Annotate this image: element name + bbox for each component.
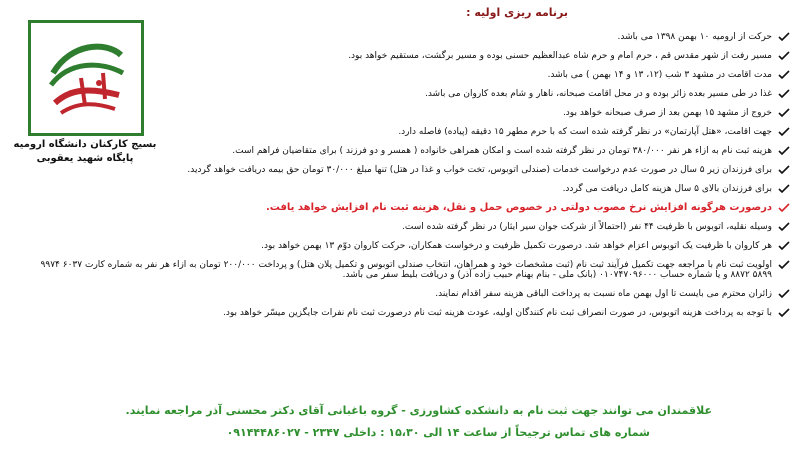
checkmark-icon <box>778 108 790 118</box>
page-title: برنامه ریزی اولیه : <box>466 6 568 19</box>
logo-caption-line2: پایگاه شهید یعقوبی <box>36 153 134 164</box>
list-item <box>30 51 790 61</box>
checkmark-icon <box>778 89 790 99</box>
list-item <box>30 222 790 232</box>
list-item-text: مسیر رفت از شهر مقدس قم ، حرم امام و حرم شاه عبدالعظیم حسنی بوده و مسیر برگشت، مستقیم خواهد بود. <box>348 51 772 61</box>
list-item-text: جهت اقامت، «هتل آپارتمان» در نظر گرفته شده است که با حرم مطهر ۱۵ دقیقه (پیاده) فاصله دارد. <box>398 127 772 137</box>
list-item-text: اولویت ثبت نام با مراجعه جهت تکمیل فرآیند ثبت نام (ثبت مشخصات خود و همراهان، انتخاب صندلی اتوبوس و تکمیل پلان هتل) و پرداخت ۲۰۰/۰۰۰ تومان به ازاء هر نفر به شماره کارت ۶۰۳۷ ۹۹۷۴ ۵۸۹۹ ۸۸۷۲ و یا شماره حساب ۰۱۰۷۴۷۰۹۶۰۰۰ (بانک ملی - بنام بهنام حبیب زاده آذر) و دریافت بلیط سفر می باشد. <box>40 260 772 280</box>
list-item <box>30 241 790 251</box>
checkmark-icon <box>778 32 790 42</box>
checkmark-icon <box>778 203 790 213</box>
list-item-text: درصورت هرگونه افزایش نرخ مصوب دولتی در خصوص حمل و نقل، هزینه ثبت نام افزایش خواهد یافت. <box>265 202 772 213</box>
checkmark-icon <box>778 308 790 318</box>
list-item-text: با توجه به پرداخت هزینه اتوبوس، در صورت انصراف ثبت نام کنندگان اولیه، عودت هزینه ثبت نام درصورت ثبت نام نفرات جایگزین میسّر خواهد بود. <box>223 308 772 318</box>
footer-registration-note: علاقمندان می توانند جهت ثبت نام به دانشکده کشاورزی - گروه باغبانی آقای دکتر محسنی آذر مراجعه نمایند. <box>125 404 712 417</box>
checkmark-icon <box>778 289 790 299</box>
list-item <box>30 89 790 99</box>
list-item-text: وسیله نقلیه، اتوبوس با ظرفیت ۴۴ نفر (احتمالاً از شرکت جوان سیر ایثار) در نظر گرفته شده است. <box>402 222 772 232</box>
list-item <box>30 146 790 156</box>
list-item-warning <box>30 203 790 213</box>
list-item-text: هزینه ثبت نام به ازاء هر نفر ۳۸۰/۰۰۰ تومان در نظر گرفته شده است و امکان همراهی خانواده ( همسر و دو فرزند ) برای متقاضیان فراهم است. <box>232 146 772 156</box>
list-item-text: زائران محترم می بایست تا اول بهمن ماه نسبت به پرداخت الباقی هزینه سفر اقدام نمایند. <box>435 289 772 299</box>
logo-caption-line1: بسیج کارکنان دانشگاه ارومیه <box>13 139 157 150</box>
checkmark-icon <box>778 146 790 156</box>
list-item-text: مدت اقامت در مشهد ۳ شب (۱۲، ۱۳ و ۱۴ بهمن ) می باشد. <box>547 70 772 80</box>
list-item-text: برای فرزندان بالای ۵ سال هزینه کامل دریافت می گردد. <box>562 184 772 194</box>
list-item <box>30 70 790 80</box>
program-list <box>30 32 790 327</box>
list-item-text: هر کاروان با ظرفیت یک اتوبوس اعزام خواهد شد. درصورت تکمیل ظرفیت و درخواست همکاران، حرکت کاروان دوّم ۱۳ بهمن خواهد بود. <box>261 241 772 251</box>
checkmark-icon <box>778 260 790 270</box>
checkmark-icon <box>778 241 790 251</box>
list-item-text: غذا در طی مسیر بعده زائر بوده و در محل اقامت صبحانه، ناهار و شام بعده کاروان می باشد. <box>424 89 772 99</box>
checkmark-icon <box>778 184 790 194</box>
list-item <box>30 308 790 318</box>
checkmark-icon <box>778 127 790 137</box>
list-item-text: برای فرزندان زیر ۵ سال در صورت عدم درخواست خدمات (صندلی اتوبوس، تخت خواب و غذا در هتل) تنها مبلغ ۳۰/۰۰۰ تومان حق بیمه دریافت خواهد گردید. <box>187 165 772 175</box>
checkmark-icon <box>778 70 790 80</box>
list-item <box>30 108 790 118</box>
checkmark-icon <box>778 222 790 232</box>
list-item <box>30 260 790 280</box>
list-item <box>30 184 790 194</box>
checkmark-icon <box>778 51 790 61</box>
list-item-text: خروج از مشهد ۱۵ بهمن بعد از صرف صبحانه خواهد بود. <box>562 108 772 118</box>
list-item <box>30 289 790 299</box>
list-item <box>30 165 790 175</box>
checkmark-icon <box>778 165 790 175</box>
list-item <box>30 127 790 137</box>
footer-contact-numbers: شماره های تماس ترجیحاً از ساعت ۱۴ الی ۱۵،۳۰ : داخلی ۲۳۴۷ - ۰۹۱۴۴۴۸۶۰۲۷ <box>226 426 650 439</box>
list-item <box>30 32 790 42</box>
list-item-text: حرکت از ارومیه ۱۰ بهمن ۱۳۹۸ می باشد. <box>617 32 772 42</box>
